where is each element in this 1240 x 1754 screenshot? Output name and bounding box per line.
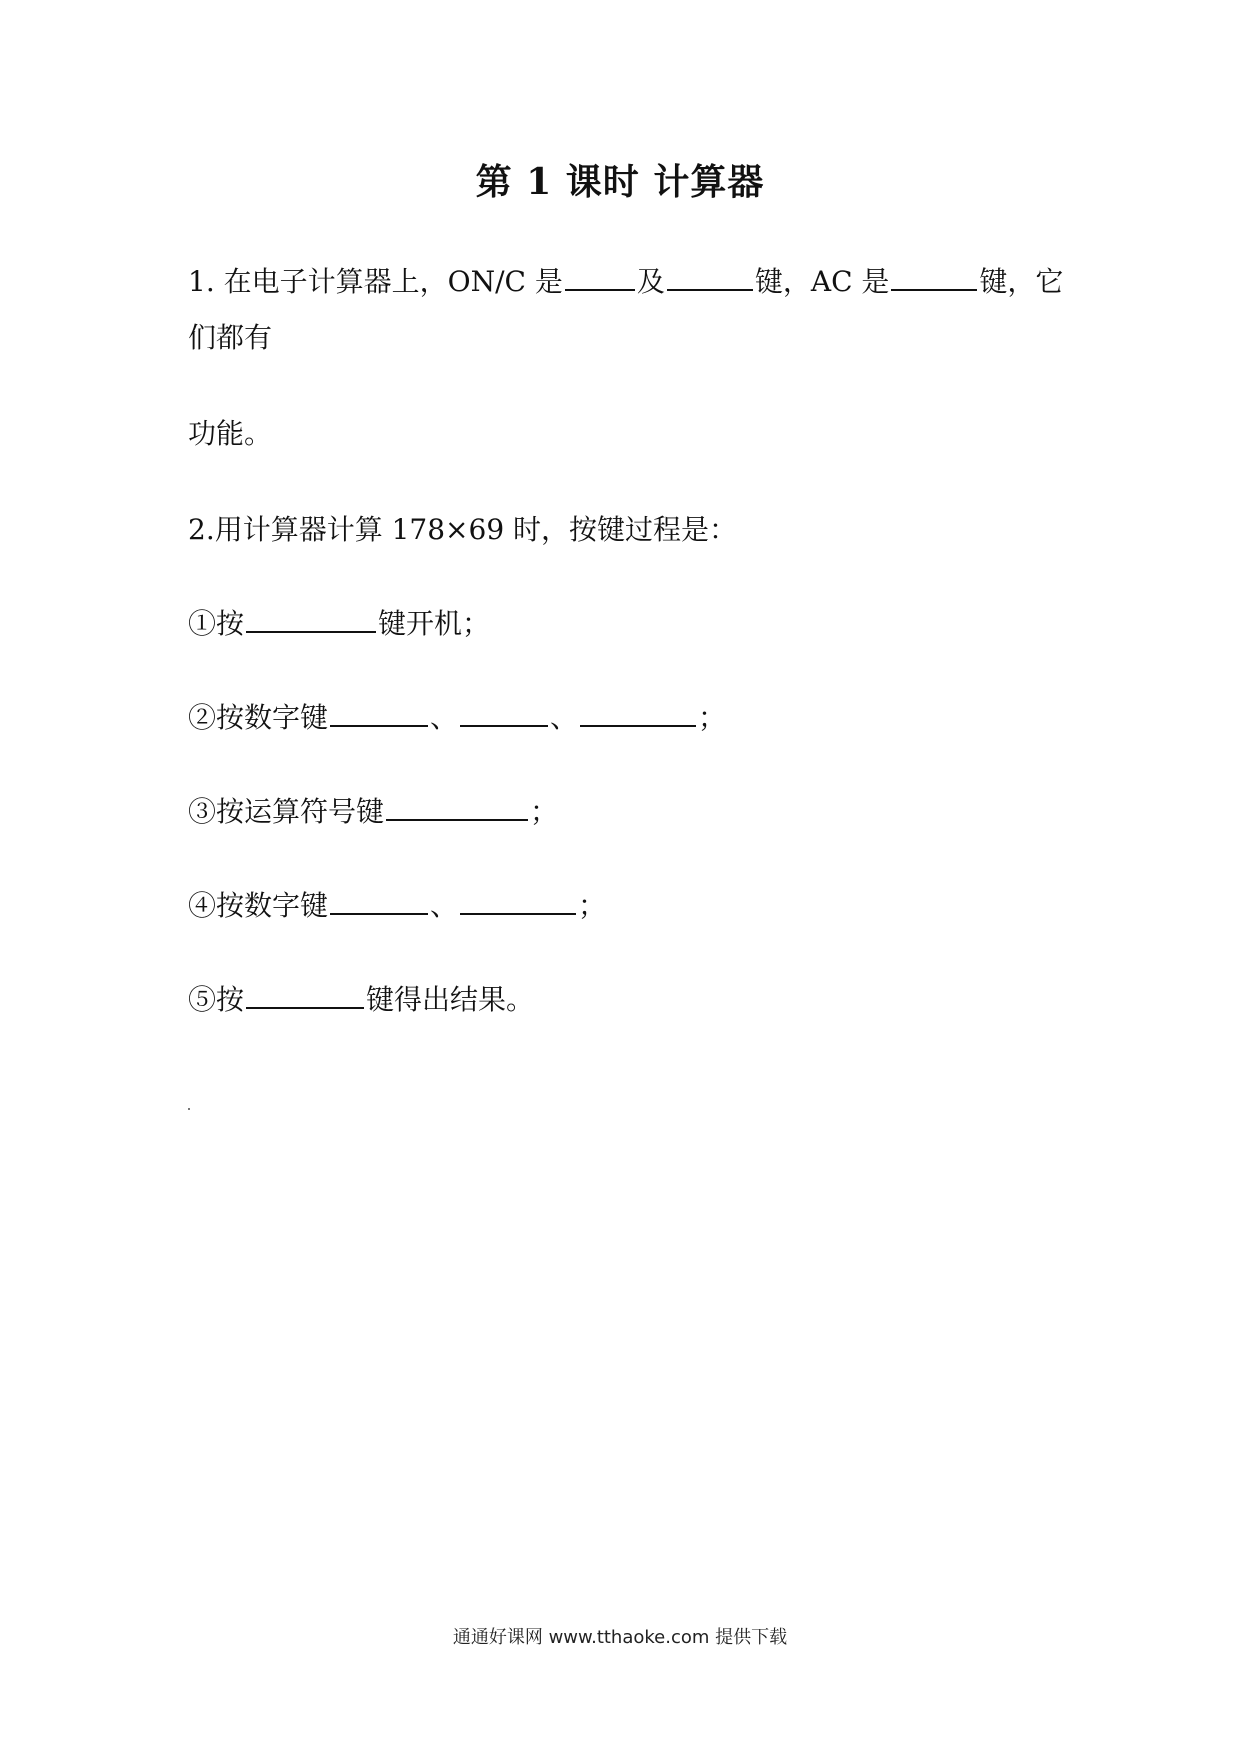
q2-step5-text-b: 键得出结果。 [366,983,535,1016]
q1-blank-3 [891,263,977,291]
q2-step2-sep-1: 、 [430,701,459,734]
question-2-intro [188,510,737,550]
q2-step-4 [188,886,606,926]
q2-step2-blank-1 [330,699,428,727]
q1-text-2: 及 [636,265,665,298]
q2-step2-sep-2: 、 [550,701,579,734]
q2-step-3 [188,792,558,832]
q2-step4-blank-1 [330,887,428,915]
q2-step2-blank-2 [460,699,548,727]
q2-step5-blank [246,981,364,1009]
page-footer: 通通好课网 www.tthaoke.com 提供下载 [452,1627,788,1648]
q2-intro-text: 2.用计算器计算 178×69 时，按键过程是： [188,513,738,546]
q2-step4-sep: 、 [430,889,459,922]
q2-step2-text: ②按数字键 [188,701,329,734]
q2-step-1 [188,604,490,644]
q2-step5-text-a: ⑤按 [188,983,245,1016]
q2-step3-blank [386,793,528,821]
page-title: 第 1 课时 计算器 [475,161,765,203]
q2-step2-blank-3 [580,699,696,727]
q1-text-6: 功能。 [188,417,273,450]
q2-step-5 [188,980,534,1020]
q2-step4-text: ④按数字键 [188,889,329,922]
q2-step4-blank-2 [460,887,576,915]
q2-step3-end: ； [530,795,559,828]
q1-text-3: 键，AC 是 [754,265,890,298]
q2-step-2 [188,698,726,738]
q2-step2-end: ； [698,701,727,734]
question-1-line-1 [188,262,1063,302]
q1-text-5: 们都有 [188,321,273,354]
q2-step4-end: ； [578,889,607,922]
q2-step1-blank [246,605,376,633]
question-1-line-2 [188,318,272,358]
q1-blank-2 [667,263,753,291]
q1-blank-1 [565,263,635,291]
q2-step1-text-b: 键开机； [378,607,491,640]
q1-text-4: 键，它 [979,265,1064,298]
q2-step3-text: ③按运算符号键 [188,795,385,828]
stray-dot [188,1108,190,1110]
question-1-line-3 [188,414,272,454]
q1-text-1: 1. 在电子计算器上，ON/C 是 [188,265,563,298]
q2-step1-text-a: ①按 [188,607,245,640]
